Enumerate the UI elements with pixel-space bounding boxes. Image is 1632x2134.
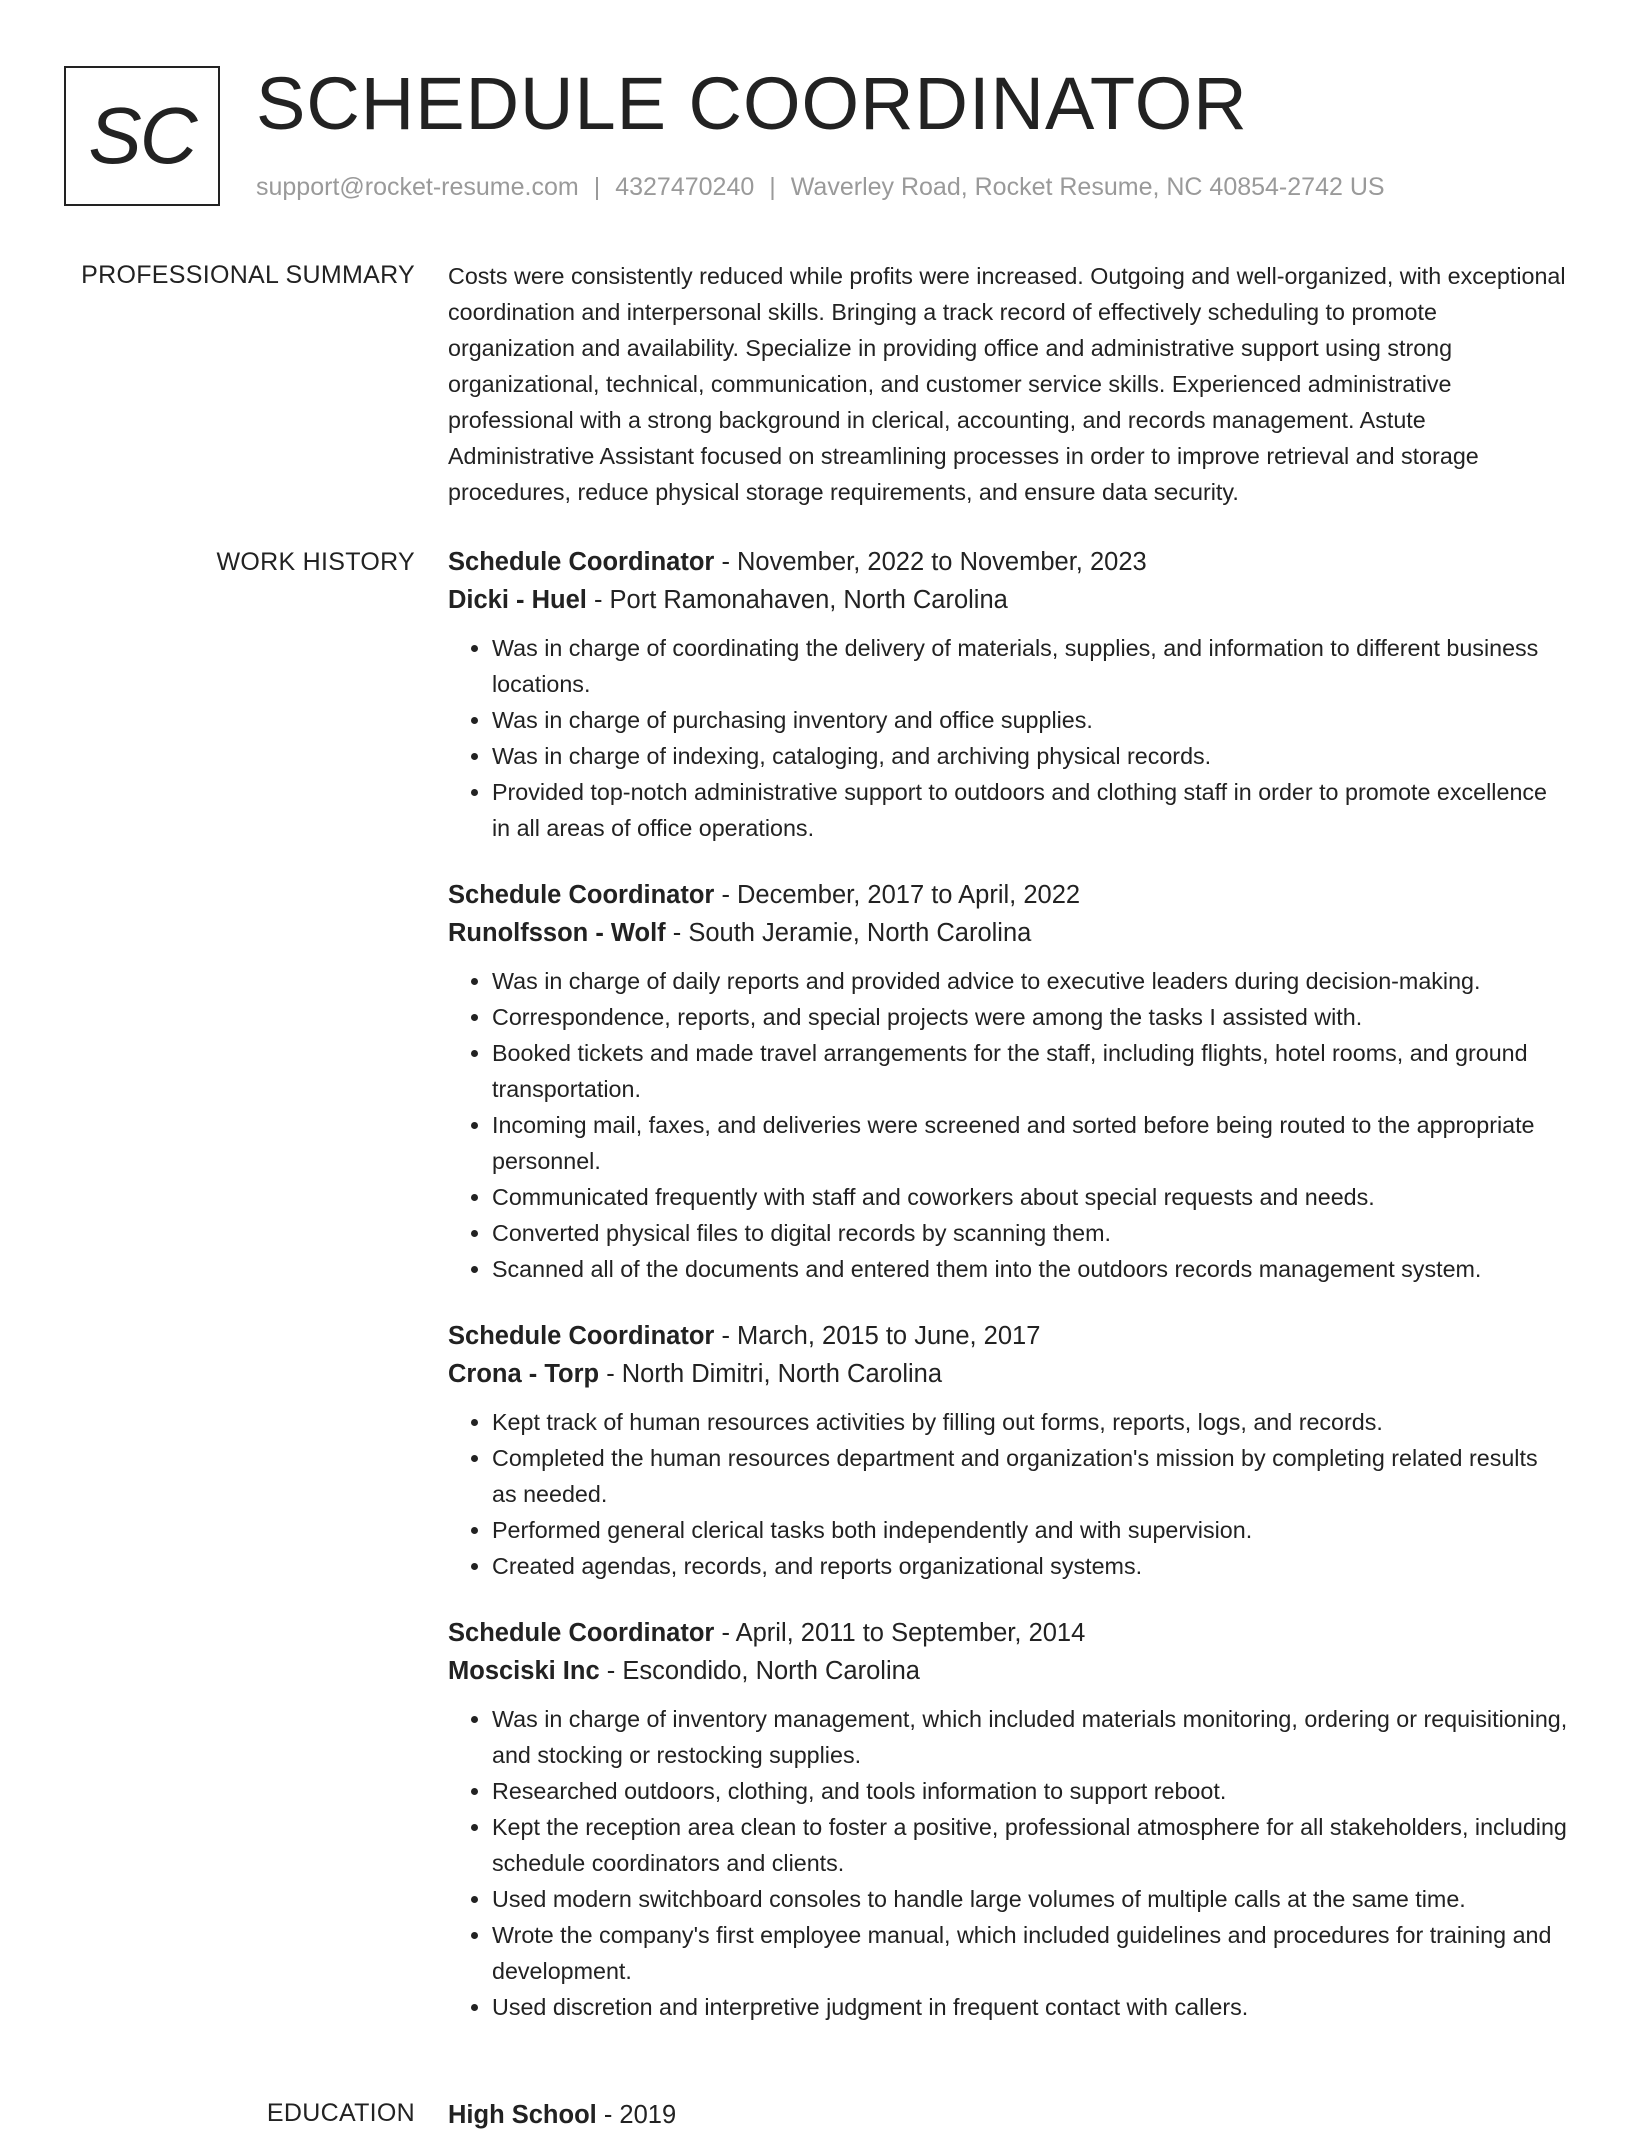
job-bullet: • Communicated frequently with staff and coworkers about special requests and needs. [492,1179,1568,1215]
job-bullet: • Researched outdoors, clothing, and tools information to support reboot. [492,1773,1568,1809]
job-bullet: • Scanned all of the documents and entered them into the outdoors records management system. [492,1251,1568,1287]
education-title: High School [448,2101,597,2129]
contact-separator: | [769,173,776,201]
job-dates: - March, 2015 to June, 2017 [714,1322,1041,1350]
resume-header [64,62,1568,210]
job-bullet: • Incoming mail, faxes, and deliveries were screened and sorted before being routed to the appropriate personnel. [492,1107,1568,1179]
work-history-label: WORK HISTORY [216,548,415,576]
job-entry [448,876,1568,1287]
job-company-line [448,914,1568,952]
resume-name: SCHEDULE COORDINATOR [256,62,1248,145]
summary-text: Costs were consistently reduced while profits were increased. Outgoing and well-organized, with exceptional coordination and interpersonal skills. Bringing a track record of effectively scheduling to promote organization and availability. Specialize in providing office and administrative support using strong organizational, technical, communication, and customer service skills. Experienced administrative professional with a strong background in clerical, accounting, and records management. Astute Administrative Assistant focused on streamlining processes in order to improve retrieval and storage procedures, reduce physical storage requirements, and ensure data security. [448,263,1566,505]
job-dates: - April, 2011 to September, 2014 [714,1619,1086,1647]
contact-separator: | [593,173,601,201]
job-bullet: • Was in charge of purchasing inventory and office supplies. [492,702,1568,738]
job-bullet: • Completed the human resources department and organization's mission by completing related results as needed. [492,1440,1568,1512]
education-year: - 2019 [596,2101,677,2129]
job-bullet: • Correspondence, reports, and special projects were among the tasks I assisted with. [492,999,1568,1035]
job-title-line [448,1317,1568,1355]
contact-address: Waverley Road, Rocket Resume, NC 40854-2742 US [790,173,1385,201]
summary-body [448,258,1568,510]
job-bullet: • Booked tickets and made travel arrangements for the staff, including flights, hotel rooms, and ground transportation. [492,1035,1568,1107]
job-bullets [448,1701,1568,2025]
job-entry [448,1317,1568,1584]
job-bullet: • Used discretion and interpretive judgment in frequent contact with callers. [492,1989,1568,2025]
job-title-line [448,1614,1568,1652]
work-history-body [448,543,1568,2055]
contact-phone[interactable]: 4327470240 [615,173,755,201]
job-title: Schedule Coordinator [448,1619,715,1647]
job-dates: - December, 2017 to April, 2022 [714,881,1081,909]
job-title: Schedule Coordinator [448,881,715,909]
job-entry [448,543,1568,846]
education-body [448,2096,1568,2134]
job-title-line [448,876,1568,914]
job-entry [448,1614,1568,2025]
job-dates: - November, 2022 to November, 2023 [714,548,1147,576]
job-company: Dicki - Huel [448,586,587,614]
job-location: - Port Ramonahaven, North Carolina [586,586,1008,614]
job-bullets [448,1404,1568,1584]
job-bullets [448,630,1568,846]
job-title: Schedule Coordinator [448,548,715,576]
monogram: SC [88,91,196,180]
job-company-line [448,1355,1568,1393]
job-company: Runolfsson - Wolf [448,919,666,947]
job-bullet: • Performed general clerical tasks both independently and with supervision. [492,1512,1568,1548]
contact-line [256,173,1385,202]
job-title-line [448,543,1568,581]
job-company: Crona - Torp [448,1360,600,1388]
job-bullet: • Created agendas, records, and reports organizational systems. [492,1548,1568,1584]
job-bullet: • Used modern switchboard consoles to handle large volumes of multiple calls at the same time. [492,1881,1568,1917]
job-bullet: • Was in charge of indexing, cataloging, and archiving physical records. [492,738,1568,774]
job-bullet: • Kept the reception area clean to foster a positive, professional atmosphere for all stakeholders, including schedule coordinators and clients. [492,1809,1568,1881]
job-bullet: • Was in charge of inventory management, which included materials monitoring, ordering or requisitioning, and stocking or restocking supplies. [492,1701,1568,1773]
job-title: Schedule Coordinator [448,1322,715,1350]
job-bullet: • Kept track of human resources activities by filling out forms, reports, logs, and records. [492,1404,1568,1440]
job-bullet: • Was in charge of daily reports and provided advice to executive leaders during decision-making. [492,963,1568,999]
job-bullet: • Wrote the company's first employee manual, which included guidelines and procedures for training and development. [492,1917,1568,1989]
job-location: - North Dimitri, North Carolina [599,1360,943,1388]
job-company-line [448,1652,1568,1690]
contact-email[interactable]: support@rocket-resume.com [256,173,579,201]
monogram-box [64,66,220,206]
job-company-line [448,581,1568,619]
education-entry [448,2096,1568,2134]
job-location: - South Jeramie, North Carolina [665,919,1032,947]
job-bullet: • Provided top-notch administrative support to outdoors and clothing staff in order to promote excellence in all areas of office operations. [492,774,1568,846]
job-bullets [448,963,1568,1287]
job-bullet: • Converted physical files to digital records by scanning them. [492,1215,1568,1251]
job-bullet: • Was in charge of coordinating the delivery of materials, supplies, and information to different business locations. [492,630,1568,702]
job-company: Mosciski Inc [448,1657,600,1685]
education-label: EDUCATION [266,2099,415,2127]
job-location: - Escondido, North Carolina [599,1657,920,1685]
summary-label: PROFESSIONAL SUMMARY [81,261,415,289]
